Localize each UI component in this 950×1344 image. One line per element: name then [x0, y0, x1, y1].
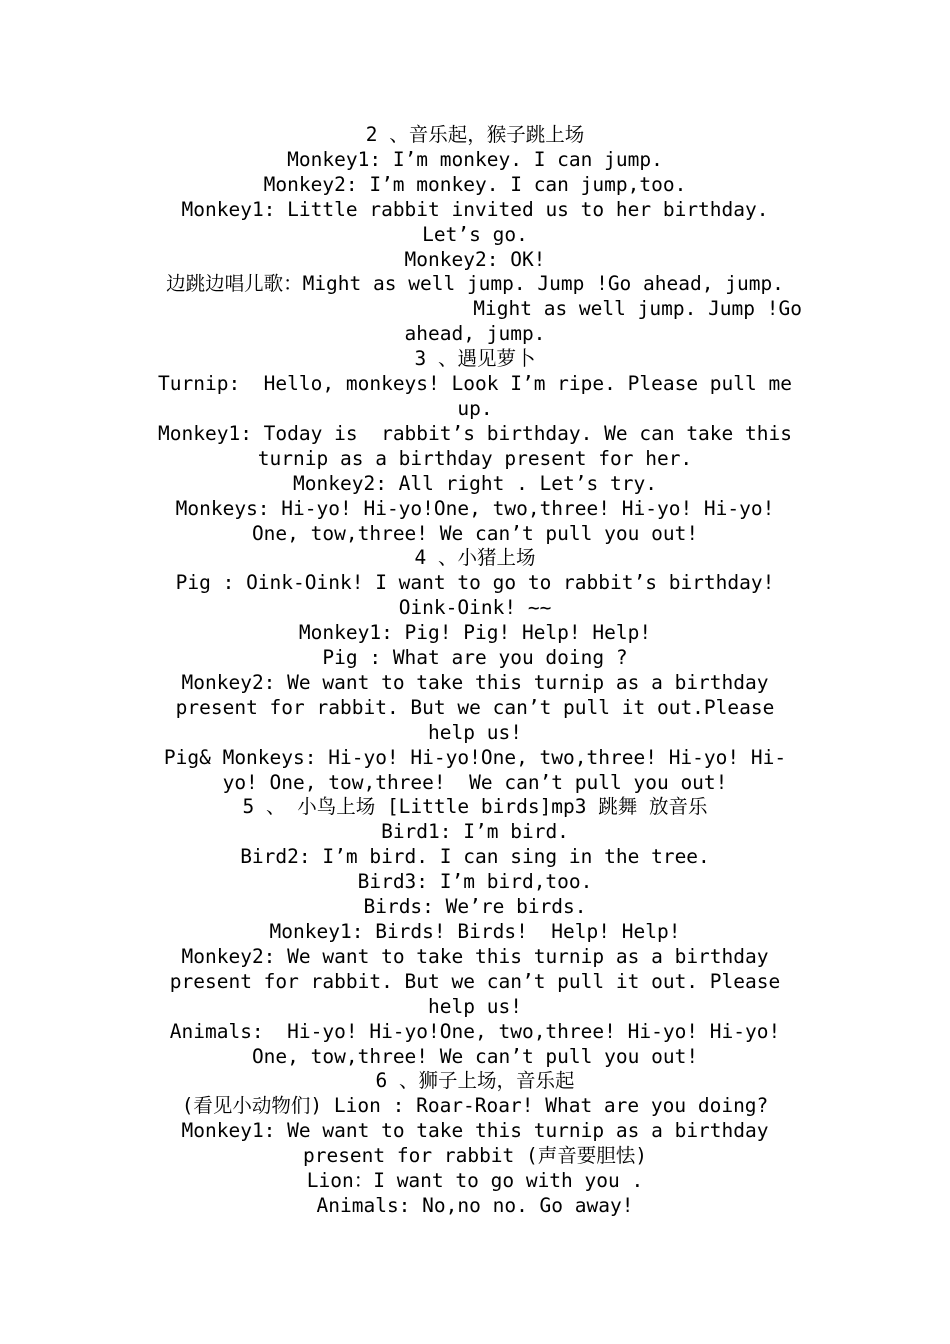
dialogue-line: help us!: [428, 720, 522, 744]
dialogue-line: Monkey1: Pig! Pig! Help! Help!: [298, 621, 652, 645]
dialogue-line: Bird3: I’m bird,too.: [357, 870, 593, 894]
dialogue-line: (看见小动物们) Lion : Roar-Roar! What are you doing?: [181, 1094, 769, 1118]
dialogue-line: Pig : Oink-Oink! I want to go to rabbit’s birthday!: [175, 571, 775, 595]
song-line: 边跳边唱儿歌：Might as well jump. Jump !Go ahead, jump.: [166, 272, 784, 296]
dialogue-line: Pig& Monkeys: Hi-yo! Hi-yo!One, two,three! Hi-yo! Hi-: [163, 745, 787, 769]
dialogue-line: yo! One, tow,three! We can’t pull you out!: [222, 770, 728, 794]
dialogue-line: Monkeys: Hi-yo! Hi-yo!One, two,three! Hi-yo! Hi-yo!: [175, 496, 775, 520]
heading-6: 6 、狮子上场，音乐起: [375, 1069, 575, 1093]
dialogue-line: One, tow,three! We can’t pull you out!: [251, 521, 699, 545]
dialogue-line: Monkey1: Little rabbit invited us to her birthday.: [181, 197, 769, 221]
dialogue-line: Lion：I want to go with you .: [306, 1169, 644, 1193]
dialogue-line: Monkey1: We want to take this turnip as a birthday: [181, 1119, 769, 1143]
dialogue-line: Oink-Oink! ~~: [398, 596, 552, 620]
heading-2: 2 、音乐起，猴子跳上场: [365, 123, 585, 146]
dialogue-line: present for rabbit (声音要胆怯): [302, 1144, 648, 1168]
dialogue-line: Monkey2: I’m monkey. I can jump,too.: [263, 172, 687, 196]
song-line: Might as well jump. Jump !Go: [473, 297, 802, 321]
song-line: ahead, jump.: [404, 322, 546, 346]
dialogue-line: present for rabbit. But we can’t pull it out. Please: [169, 969, 781, 993]
dialogue-line: Monkey2: OK!: [404, 247, 546, 271]
dialogue-line: Let’s go.: [422, 222, 528, 246]
dialogue-line: Monkey1: Today is rabbit’s birthday. We can take this: [158, 421, 792, 445]
dialogue-line: Birds: We’re birds.: [363, 895, 587, 919]
dialogue-line: help us!: [428, 994, 522, 1018]
heading-3: 3 、遇见萝卜: [414, 347, 536, 371]
dialogue-line: Monkey2: We want to take this turnip as a birthday: [181, 670, 769, 694]
dialogue-line: Monkey2: We want to take this turnip as a birthday: [181, 944, 769, 968]
dialogue-line: Pig : What are you doing ?: [322, 646, 628, 670]
dialogue-line: up.: [457, 396, 493, 420]
document-body: [148, 123, 802, 1219]
heading-5: 5 、 小鸟上场 [Little birds]mp3 跳舞 放音乐: [242, 795, 708, 819]
dialogue-line: Bird2: I’m bird. I can sing in the tree.: [240, 845, 710, 869]
dialogue-line: Turnip: Hello, monkeys! Look I’m ripe. Please pull me: [158, 372, 792, 396]
dialogue-line: Animals: No,no no. Go away!: [316, 1193, 634, 1217]
dialogue-line: One, tow,three! We can’t pull you out!: [251, 1044, 699, 1068]
dialogue-line: Animals: Hi-yo! Hi-yo!One, two,three! Hi-yo! Hi-yo!: [169, 1019, 781, 1043]
dialogue-line: Monkey1: Birds! Birds! Help! Help!: [269, 920, 681, 943]
dialogue-line: present for rabbit. But we can’t pull it out.Please: [175, 695, 775, 719]
dialogue-line: turnip as a birthday present for her.: [257, 446, 693, 470]
dialogue-line: Bird1: I’m bird.: [381, 820, 569, 844]
dialogue-line: Monkey2: All right . Let’s try.: [293, 471, 657, 495]
dialogue-line: Monkey1: I’m monkey. I can jump.: [287, 147, 663, 171]
heading-4: 4 、小猪上场: [414, 546, 536, 570]
